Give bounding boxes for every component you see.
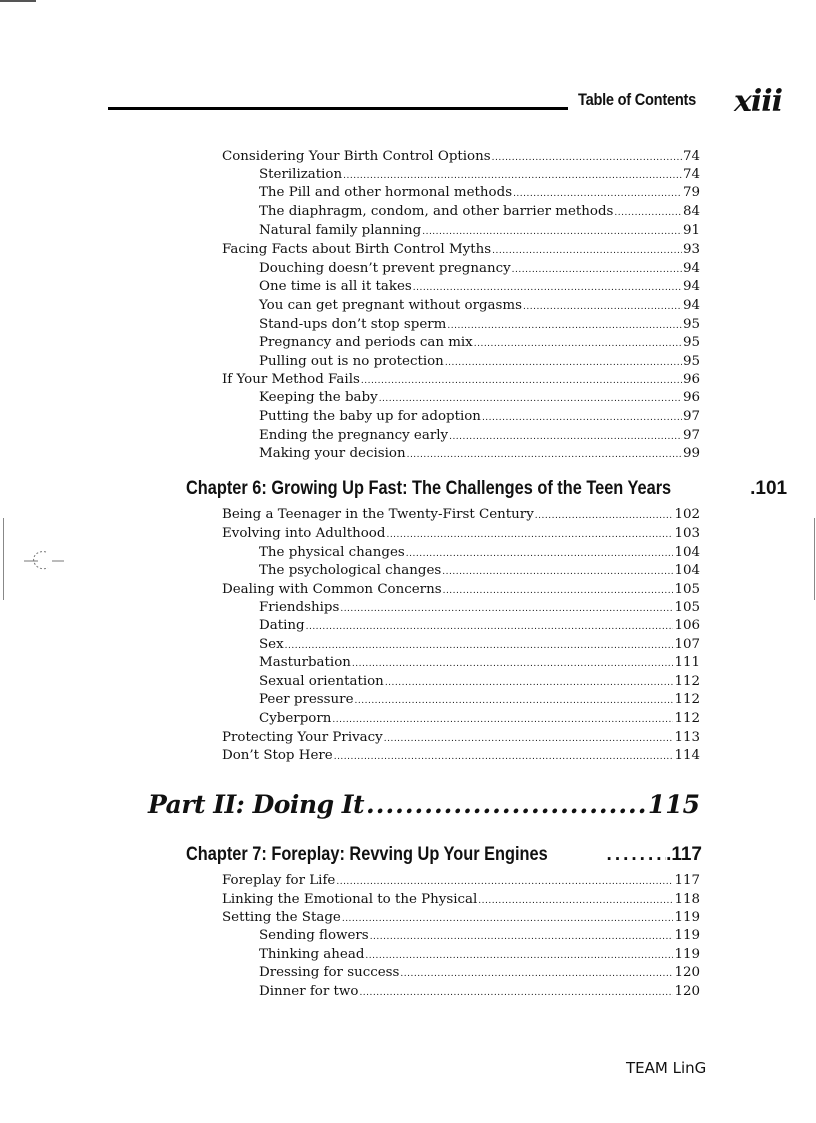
toc-subsection-entry[interactable] xyxy=(259,297,700,315)
dot-leader xyxy=(340,599,673,618)
dot-leader xyxy=(492,241,682,260)
entry-page: 117 xyxy=(674,873,700,888)
entry-page: 119 xyxy=(674,947,700,962)
entry-page: 103 xyxy=(674,526,700,541)
chapter-page: .101 xyxy=(750,478,788,499)
entry-title: Putting the baby up for adoption xyxy=(259,409,481,424)
dot-leader xyxy=(365,946,673,965)
chapter-heading[interactable] xyxy=(186,842,702,868)
toc-subsection-entry[interactable] xyxy=(259,927,700,945)
entry-title: Friendships xyxy=(259,600,340,615)
entry-title: Evolving into Adulthood xyxy=(222,526,386,541)
toc-subsection-entry[interactable] xyxy=(259,964,700,982)
dot-leader xyxy=(512,260,682,279)
entry-title: The physical changes xyxy=(259,545,405,560)
entry-page: 94 xyxy=(682,261,700,276)
entry-page: 104 xyxy=(674,545,700,560)
entry-page: 79 xyxy=(682,185,700,200)
entry-title: Sterilization xyxy=(259,167,343,182)
dot-leader xyxy=(413,278,682,297)
toc-subsection-entry[interactable] xyxy=(259,710,700,728)
toc-section-entry[interactable] xyxy=(222,729,700,747)
toc-subsection-entry[interactable] xyxy=(259,260,700,278)
entry-page: 105 xyxy=(674,582,700,597)
entry-title: Setting the Stage xyxy=(222,910,341,925)
toc-subsection-entry[interactable] xyxy=(259,983,700,1001)
entry-title: The psychological changes xyxy=(259,563,442,578)
toc-subsection-entry[interactable] xyxy=(259,166,700,184)
toc-subsection-entry[interactable] xyxy=(259,445,700,463)
entry-title: Making your decision xyxy=(259,446,406,461)
corner-crop-mark xyxy=(0,0,36,2)
entry-title: Facing Facts about Birth Control Myths xyxy=(222,242,492,257)
entry-page: 97 xyxy=(682,409,700,424)
toc-section-entry[interactable] xyxy=(222,747,700,765)
dot-leader xyxy=(449,427,682,446)
dot-leader xyxy=(386,525,673,544)
footer-text: TEAM LinG xyxy=(626,1059,707,1077)
toc-subsection-entry[interactable] xyxy=(259,617,700,635)
entry-title: The Pill and other hormonal methods xyxy=(259,185,513,200)
entry-title: Sexual orientation xyxy=(259,674,384,689)
entry-page: 95 xyxy=(682,317,700,332)
toc-subsection-entry[interactable] xyxy=(259,654,700,672)
entry-page: 74 xyxy=(682,167,700,182)
chapter-page: .117 xyxy=(666,844,702,865)
toc-section-entry[interactable] xyxy=(222,506,700,524)
toc-section-entry[interactable] xyxy=(222,148,700,166)
right-margin-line xyxy=(814,518,815,600)
entry-page: 104 xyxy=(674,563,700,578)
header-rule xyxy=(108,107,568,110)
dot-leader xyxy=(400,964,673,983)
entry-title: Sex xyxy=(259,637,284,652)
part-page: 115 xyxy=(647,790,700,819)
dot-leader xyxy=(306,617,674,636)
dot-leader xyxy=(406,544,674,563)
entry-page: 112 xyxy=(674,674,700,689)
dot-leader xyxy=(482,408,682,427)
entry-title: Being a Teenager in the Twenty-First Century xyxy=(222,507,534,522)
dot-leader xyxy=(370,927,674,946)
dot-leader xyxy=(442,562,673,581)
dot-leader xyxy=(359,983,673,1002)
toc-section-entry[interactable] xyxy=(222,872,700,890)
entry-title: Cyberporn xyxy=(259,711,332,726)
toc-subsection-entry[interactable] xyxy=(259,636,700,654)
entry-title: Stand-ups don’t stop sperm xyxy=(259,317,447,332)
dot-leader xyxy=(513,184,682,203)
entry-title: Natural family planning xyxy=(259,223,422,238)
entry-title: Dating xyxy=(259,618,305,633)
entry-page: 112 xyxy=(674,692,700,707)
entry-title: Dinner for two xyxy=(259,984,359,999)
entry-title: Pulling out is no protection xyxy=(259,354,444,369)
entry-title: Don’t Stop Here xyxy=(222,748,333,763)
entry-title: Keeping the baby xyxy=(259,390,378,405)
entry-title: Dressing for success xyxy=(259,965,400,980)
toc-subsection-entry[interactable] xyxy=(259,222,700,240)
part-heading[interactable] xyxy=(148,788,700,822)
entry-page: 84 xyxy=(682,204,700,219)
dot-leader xyxy=(478,891,673,910)
entry-title: Protecting Your Privacy xyxy=(222,730,383,745)
entry-page: 106 xyxy=(674,618,700,633)
dot-leader xyxy=(447,316,682,335)
dot-leader xyxy=(474,334,682,353)
part-title: Part II: Doing It xyxy=(148,790,365,819)
dot-leader xyxy=(285,636,674,655)
entry-page: 111 xyxy=(674,655,700,670)
chapter-heading[interactable] xyxy=(186,476,788,502)
left-margin-line xyxy=(3,518,4,600)
entry-page: 97 xyxy=(682,428,700,443)
entry-title: You can get pregnant without orgasms xyxy=(259,298,522,313)
entry-title: One time is all it takes xyxy=(259,279,412,294)
chapter-title: Chapter 6: Growing Up Fast: The Challenges of the Teen Years xyxy=(186,478,672,499)
toc-subsection-entry[interactable] xyxy=(259,408,700,426)
entry-page: 91 xyxy=(682,223,700,238)
entry-title: Sending flowers xyxy=(259,928,369,943)
page-folio: xiii xyxy=(734,84,783,119)
entry-title: If Your Method Fails xyxy=(222,372,360,387)
toc-section-entry[interactable] xyxy=(222,525,700,543)
entry-title: Linking the Emotional to the Physical xyxy=(222,892,478,907)
toc-subsection-entry[interactable] xyxy=(259,673,700,691)
entry-page: 120 xyxy=(674,965,700,980)
dot-leader xyxy=(443,581,674,600)
toc-section-entry[interactable] xyxy=(222,581,700,599)
entry-page: 119 xyxy=(674,928,700,943)
entry-page: 95 xyxy=(682,354,700,369)
dot-leader xyxy=(361,371,682,390)
dot-leader xyxy=(492,148,682,167)
dot-leader xyxy=(379,389,682,408)
dot-leader xyxy=(384,729,674,748)
entry-title: The diaphragm, condom, and other barrier methods xyxy=(259,204,614,219)
entry-page: 99 xyxy=(682,446,700,461)
dot-leader xyxy=(355,691,674,710)
entry-page: 96 xyxy=(682,372,700,387)
toc-section-entry[interactable] xyxy=(222,891,700,909)
chapter-title: Chapter 7: Foreplay: Revving Up Your Engines xyxy=(186,844,548,865)
toc-subsection-entry[interactable] xyxy=(259,946,700,964)
entry-title: Peer pressure xyxy=(259,692,354,707)
toc-subsection-entry[interactable] xyxy=(259,427,700,445)
entry-title: Douching doesn’t prevent pregnancy xyxy=(259,261,511,276)
entry-page: 95 xyxy=(682,335,700,350)
toc-section-entry[interactable] xyxy=(222,241,700,259)
dot-leader xyxy=(385,673,674,692)
dot-leader xyxy=(445,353,682,372)
entry-title: Foreplay for Life xyxy=(222,873,336,888)
entry-page: 102 xyxy=(674,507,700,522)
entry-title: Considering Your Birth Control Options xyxy=(222,149,491,164)
dot-leader xyxy=(334,747,674,766)
toc-subsection-entry[interactable] xyxy=(259,184,700,202)
toc-subsection-entry[interactable] xyxy=(259,389,700,407)
dot-leader xyxy=(614,203,682,222)
entry-page: 118 xyxy=(674,892,700,907)
toc-subsection-entry[interactable] xyxy=(259,691,700,709)
toc-subsection-entry[interactable] xyxy=(259,334,700,352)
dot-leader xyxy=(342,909,674,928)
entry-page: 94 xyxy=(682,298,700,313)
entry-page: 96 xyxy=(682,390,700,405)
dot-leader xyxy=(535,506,674,525)
toc-subsection-entry[interactable] xyxy=(259,353,700,371)
toc-subsection-entry[interactable] xyxy=(259,544,700,562)
toc-section-entry[interactable] xyxy=(222,909,700,927)
entry-page: 113 xyxy=(674,730,700,745)
toc-subsection-entry[interactable] xyxy=(259,562,700,580)
dot-leader xyxy=(343,166,682,185)
dot-leader xyxy=(352,654,674,673)
entry-page: 93 xyxy=(682,242,700,257)
entry-page: 119 xyxy=(674,910,700,925)
toc-subsection-entry[interactable] xyxy=(259,203,700,221)
entry-page: 120 xyxy=(674,984,700,999)
entry-page: 112 xyxy=(674,711,700,726)
entry-page: 107 xyxy=(674,637,700,652)
dot-leader xyxy=(607,842,667,868)
dot-leader xyxy=(366,788,646,822)
entry-title: Ending the pregnancy early xyxy=(259,428,449,443)
entry-title: Thinking ahead xyxy=(259,947,365,962)
toc-subsection-entry[interactable] xyxy=(259,278,700,296)
registration-mark-icon xyxy=(24,548,64,574)
dot-leader xyxy=(523,297,682,316)
entry-page: 114 xyxy=(674,748,700,763)
entry-page: 74 xyxy=(682,149,700,164)
running-header-title: Table of Contents xyxy=(578,90,696,109)
dot-leader xyxy=(336,872,673,891)
toc-subsection-entry[interactable] xyxy=(259,599,700,617)
dot-leader xyxy=(407,445,682,464)
dot-leader xyxy=(332,710,673,729)
entry-page: 105 xyxy=(674,600,700,615)
toc-subsection-entry[interactable] xyxy=(259,316,700,334)
entry-title: Dealing with Common Concerns xyxy=(222,582,442,597)
entry-page: 94 xyxy=(682,279,700,294)
entry-title: Masturbation xyxy=(259,655,351,670)
entry-title: Pregnancy and periods can mix xyxy=(259,335,473,350)
dot-leader xyxy=(422,222,682,241)
toc-section-entry[interactable] xyxy=(222,371,700,389)
